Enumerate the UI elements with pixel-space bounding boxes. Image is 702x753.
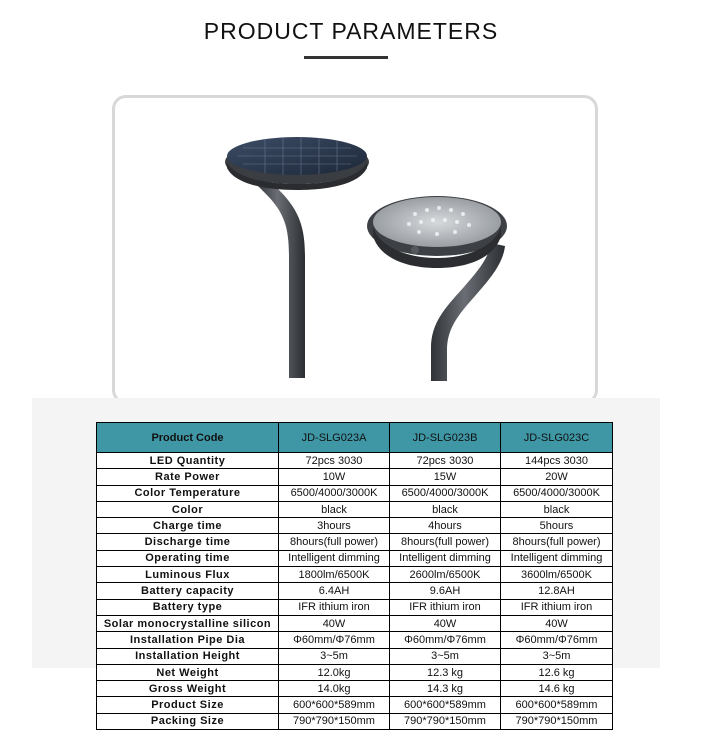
- table-row: [97, 583, 613, 599]
- row-label: Discharge time: [97, 534, 279, 550]
- table-row: [97, 615, 613, 631]
- table-cell: 4hours: [390, 518, 501, 534]
- column-header: JD-SLG023B: [390, 423, 501, 453]
- table-cell: 14.6 kg: [501, 681, 613, 697]
- table-row: [97, 713, 613, 729]
- row-label: Solar monocrystalline silicon: [97, 615, 279, 631]
- table-cell: 3hours: [279, 518, 390, 534]
- table-row: [97, 534, 613, 550]
- row-label: Charge time: [97, 518, 279, 534]
- table-row: [97, 599, 613, 615]
- table-cell: 2600lm/6500K: [390, 567, 501, 583]
- table-cell: black: [501, 501, 613, 517]
- row-label: Installation Pipe Dia: [97, 632, 279, 648]
- table-cell: IFR ithium iron: [501, 599, 613, 615]
- table-cell: Φ60mm/Φ76mm: [279, 632, 390, 648]
- table-cell: Intelligent dimming: [501, 550, 613, 566]
- row-label: Product Size: [97, 697, 279, 713]
- column-header: JD-SLG023C: [501, 423, 613, 453]
- parameters-table: [96, 422, 613, 730]
- row-label: Installation Height: [97, 648, 279, 664]
- table-cell: 6.4AH: [279, 583, 390, 599]
- product-image-frame: [112, 95, 598, 404]
- table-row: [97, 648, 613, 664]
- table-row: [97, 469, 613, 485]
- table-cell: 600*600*589mm: [279, 697, 390, 713]
- table-cell: 20W: [501, 469, 613, 485]
- table-cell: 790*790*150mm: [279, 713, 390, 729]
- row-label: Gross Weight: [97, 681, 279, 697]
- table-cell: 15W: [390, 469, 501, 485]
- table-cell: 9.6AH: [390, 583, 501, 599]
- table-row: [97, 518, 613, 534]
- page-title: PRODUCT PARAMETERS: [203, 18, 499, 44]
- table-cell: IFR ithium iron: [279, 599, 390, 615]
- table-row: [97, 697, 613, 713]
- table-cell: 144pcs 3030: [501, 453, 613, 469]
- table-cell: IFR ithium iron: [390, 599, 501, 615]
- row-label: Operating time: [97, 550, 279, 566]
- table-row: [97, 550, 613, 566]
- table-row: [97, 453, 613, 469]
- row-label: Color Temperature: [97, 485, 279, 501]
- table-cell: Intelligent dimming: [279, 550, 390, 566]
- row-label: Rate Power: [97, 469, 279, 485]
- row-label: Luminous Flux: [97, 567, 279, 583]
- table-cell: 600*600*589mm: [501, 697, 613, 713]
- table-cell: 40W: [279, 615, 390, 631]
- table-header-row: [97, 423, 613, 453]
- table-cell: 10W: [279, 469, 390, 485]
- title-underline: [304, 56, 388, 59]
- solar-street-lamp-image: [115, 98, 595, 401]
- table-cell: 8hours(full power): [390, 534, 501, 550]
- table-cell: 1800lm/6500K: [279, 567, 390, 583]
- lamp-front: [225, 137, 369, 378]
- table-cell: 8hours(full power): [501, 534, 613, 550]
- table-row: [97, 664, 613, 680]
- table-cell: 12.3 kg: [390, 664, 501, 680]
- table-row: [97, 632, 613, 648]
- table-cell: 600*600*589mm: [390, 697, 501, 713]
- table-row: [97, 485, 613, 501]
- table-row: [97, 501, 613, 517]
- row-label: Battery type: [97, 599, 279, 615]
- table-cell: black: [390, 501, 501, 517]
- table-cell: 40W: [390, 615, 501, 631]
- table-cell: Φ60mm/Φ76mm: [501, 632, 613, 648]
- table-row: [97, 681, 613, 697]
- table-cell: 12.8AH: [501, 583, 613, 599]
- table-cell: 72pcs 3030: [279, 453, 390, 469]
- lamp-back: [367, 196, 507, 381]
- row-label: Packing Size: [97, 713, 279, 729]
- table-cell: 3~5m: [279, 648, 390, 664]
- row-label: Net Weight: [97, 664, 279, 680]
- table-cell: Φ60mm/Φ76mm: [390, 632, 501, 648]
- table-cell: Intelligent dimming: [390, 550, 501, 566]
- table-cell: 12.6 kg: [501, 664, 613, 680]
- row-label: LED Quantity: [97, 453, 279, 469]
- table-cell: 8hours(full power): [279, 534, 390, 550]
- table-cell: black: [279, 501, 390, 517]
- table-cell: 6500/4000/3000K: [390, 485, 501, 501]
- table-cell: 3600lm/6500K: [501, 567, 613, 583]
- table-cell: 72pcs 3030: [390, 453, 501, 469]
- table-cell: 790*790*150mm: [501, 713, 613, 729]
- table-cell: 6500/4000/3000K: [279, 485, 390, 501]
- column-header: Product Code: [97, 423, 279, 453]
- table-cell: 3~5m: [390, 648, 501, 664]
- table-cell: 3~5m: [501, 648, 613, 664]
- table-cell: 40W: [501, 615, 613, 631]
- table-cell: 14.0kg: [279, 681, 390, 697]
- row-label: Battery capacity: [97, 583, 279, 599]
- table-cell: 14.3 kg: [390, 681, 501, 697]
- table-cell: 12.0kg: [279, 664, 390, 680]
- row-label: Color: [97, 501, 279, 517]
- table-row: [97, 567, 613, 583]
- table-cell: 5hours: [501, 518, 613, 534]
- column-header: JD-SLG023A: [279, 423, 390, 453]
- table-cell: 790*790*150mm: [390, 713, 501, 729]
- table-cell: 6500/4000/3000K: [501, 485, 613, 501]
